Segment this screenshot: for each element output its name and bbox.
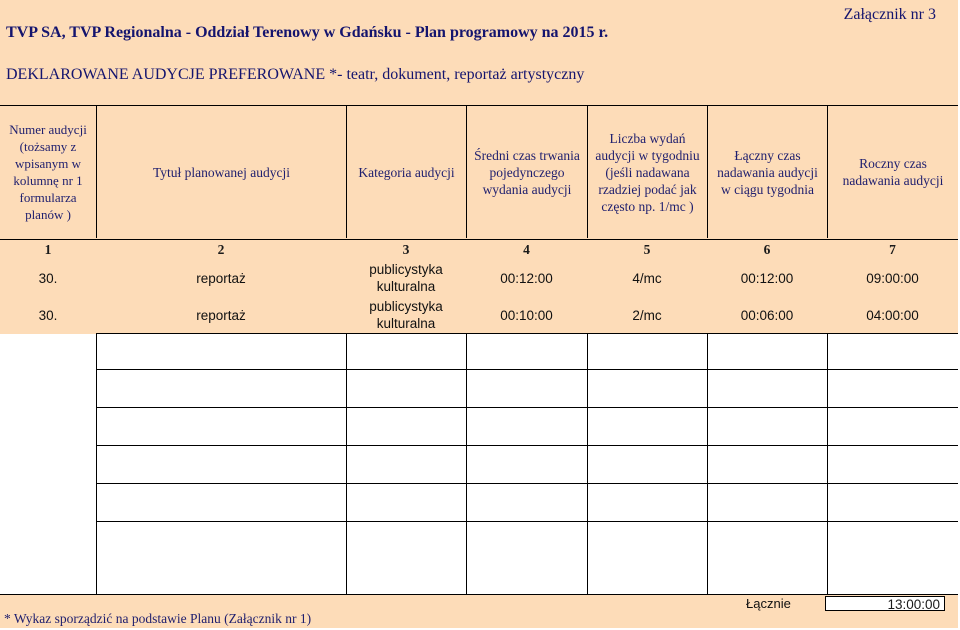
table-cell-title[interactable]: reportaż (196, 307, 246, 323)
table-cell-avg-time[interactable]: 00:12:00 (500, 270, 553, 286)
grid-line (96, 333, 958, 334)
grid-line (827, 333, 828, 594)
column-number-2: 2 (217, 241, 225, 257)
total-value[interactable]: 13:00:00 (825, 596, 945, 611)
annex-label: Załącznik nr 3 (843, 6, 936, 23)
column-header-5: Liczba wydań audycji w tygodniu (jeśli nadawana rzadziej podać jak często np. 1/mc ) (587, 106, 707, 238)
grid-line (96, 483, 958, 484)
table-cell-number[interactable]: 30. (38, 270, 58, 286)
column-header-2: Tytuł planowanej audycji (96, 106, 346, 238)
empty-rows-area (0, 334, 958, 594)
grid-line (0, 105, 958, 106)
table-cell-avg-time[interactable]: 00:10:00 (500, 307, 553, 323)
grid-line (96, 521, 958, 522)
grid-line (587, 333, 588, 594)
grid-line (96, 445, 958, 446)
table-cell-category[interactable]: publicystyka kulturalna (369, 299, 443, 331)
column-number-4: 4 (523, 241, 530, 257)
column-number-3: 3 (402, 241, 410, 257)
column-header-7: Roczny czas nadawania audycji (827, 106, 958, 238)
table-cell-weekly-time[interactable]: 00:06:00 (740, 307, 794, 323)
page-subtitle: DEKLAROWANE AUDYCJE PREFEROWANE *- teatr, dokument, reportaż artystyczny (6, 66, 585, 83)
page-title: TVP SA, TVP Regionalna - Oddział Terenowy w Gdańsku - Plan programowy na 2015 r. (6, 24, 609, 41)
column-header-4: Średni czas trwania pojedynczego wydania audycji (466, 106, 587, 238)
grid-line (0, 239, 958, 240)
grid-line (707, 333, 708, 594)
table-cell-frequency[interactable]: 4/mc (632, 270, 662, 286)
grid-line (466, 333, 467, 594)
table-cell-weekly-time[interactable]: 00:12:00 (740, 270, 794, 286)
column-header-6: Łączny czas nadawania audycji w ciągu tygodnia (707, 106, 827, 238)
table-cell-title[interactable]: reportaż (196, 270, 246, 286)
table-cell-frequency[interactable]: 2/mc (632, 307, 662, 323)
grid-line (346, 333, 347, 594)
grid-line (96, 407, 958, 408)
column-header-3: Kategoria audycji (346, 106, 466, 238)
grid-line (0, 594, 958, 595)
table-cell-category[interactable]: publicystyka kulturalna (369, 262, 443, 294)
column-number-5: 5 (643, 241, 651, 257)
table-cell-number[interactable]: 30. (38, 307, 58, 323)
column-number-7: 7 (889, 241, 896, 257)
column-header-1: Numer audycji (tożsamy z wpisanym w kolumnę nr 1 formularza planów ) (0, 106, 96, 238)
grid-line (96, 369, 958, 370)
column-number-6: 6 (763, 241, 771, 257)
table-cell-yearly-time[interactable]: 04:00:00 (866, 307, 919, 323)
table-cell-yearly-time[interactable]: 09:00:00 (866, 270, 919, 286)
footnote: * Wykaz sporządzić na podstawie Planu (Załącznik nr 1) (4, 611, 312, 626)
column-number-1: 1 (44, 241, 52, 257)
grid-line (96, 333, 97, 594)
total-label: Łącznie (746, 596, 791, 611)
